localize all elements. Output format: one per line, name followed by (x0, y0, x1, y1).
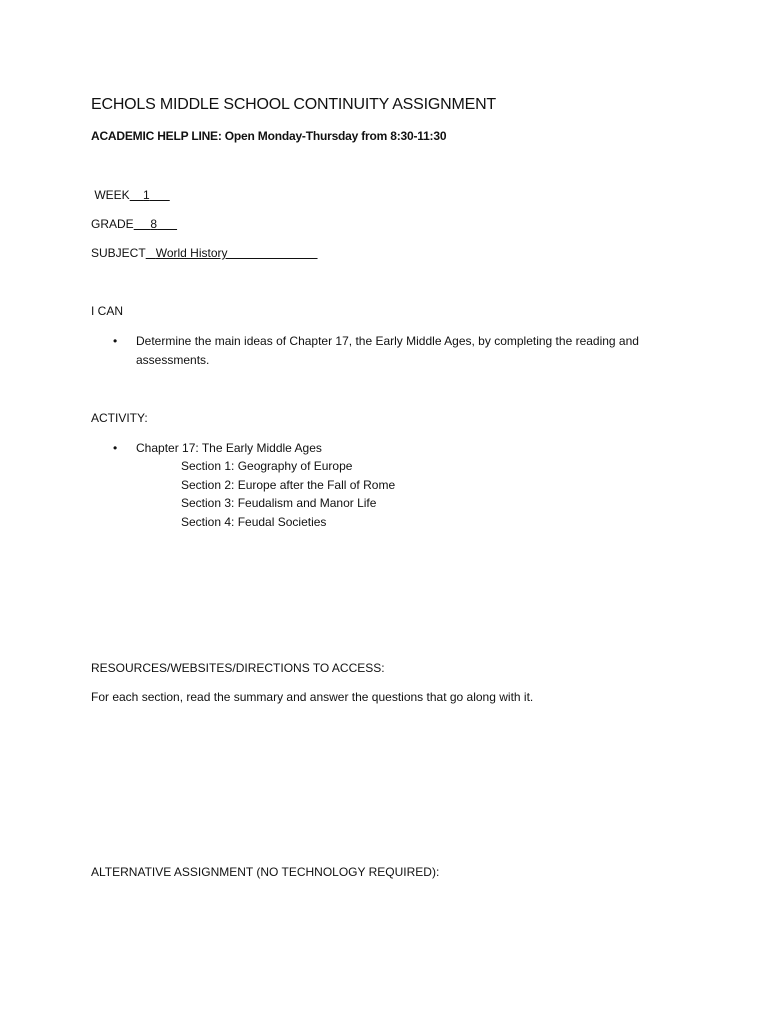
chapter-title: Chapter 17: The Early Middle Ages (136, 441, 322, 455)
i-can-heading: I CAN (91, 304, 124, 318)
help-line: ACADEMIC HELP LINE: Open Monday-Thursday from 8:30-11:30 (91, 129, 447, 143)
section-item: Section 4: Feudal Societies (181, 515, 327, 530)
bullet-icon: • (113, 334, 118, 348)
week-value: 1 (143, 188, 150, 202)
i-can-item (91, 332, 691, 369)
document-title: ECHOLS MIDDLE SCHOOL CONTINUITY ASSIGNMENT (91, 96, 496, 113)
grade-value: 8 (150, 217, 158, 231)
grade-label: GRADE (91, 217, 134, 231)
resources-heading: RESOURCES/WEBSITES/DIRECTIONS TO ACCESS: (91, 661, 385, 675)
bullet-icon: • (113, 441, 118, 455)
week-label: WEEK (94, 188, 130, 202)
subject-value: World History (155, 246, 228, 260)
section-item: Section 3: Feudalism and Manor Life (181, 496, 377, 511)
section-item: Section 1: Geography of Europe (181, 459, 353, 473)
week-field (91, 187, 170, 203)
i-can-text: Determine the main ideas of Chapter 17, the Early Middle Ages, by completing the reading and assessments. (136, 334, 639, 367)
alternative-heading: ALTERNATIVE ASSIGNMENT (NO TECHNOLOGY REQUIRED): (91, 865, 440, 879)
resources-text: For each section, read the summary and answer the questions that go along with it. (91, 690, 534, 704)
grade-field (91, 216, 177, 232)
subject-field (91, 245, 318, 261)
section-item: Section 2: Europe after the Fall of Rome (181, 477, 396, 492)
section-list (181, 457, 395, 532)
subject-label: SUBJECT (91, 246, 146, 260)
activity-heading: ACTIVITY: (91, 411, 148, 425)
activity-item (91, 439, 691, 458)
